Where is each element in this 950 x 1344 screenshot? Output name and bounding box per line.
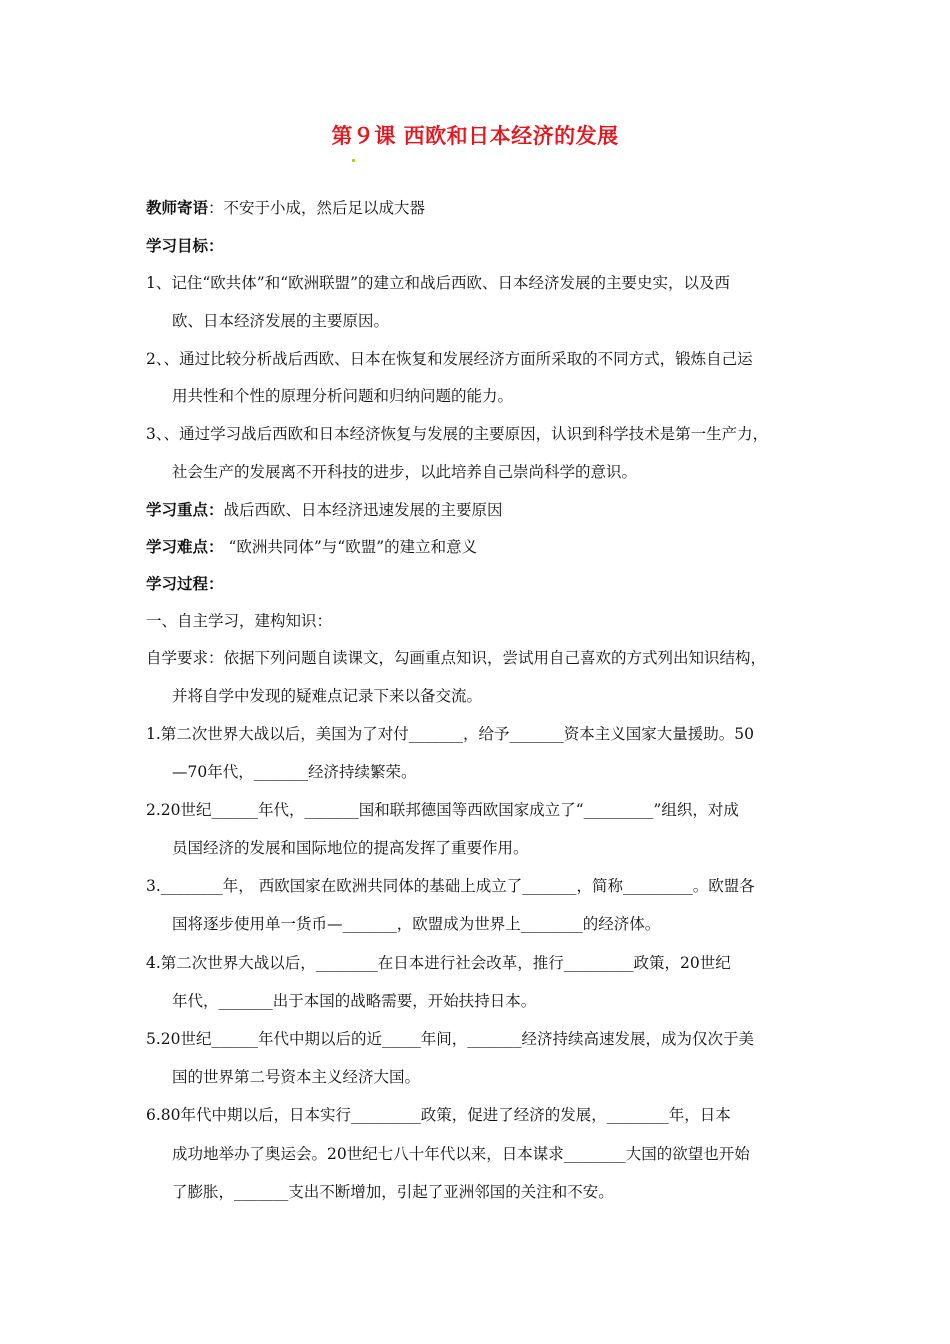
- key-point-label: 学习重点：: [146, 501, 224, 519]
- difficulty-label: 学习难点：: [146, 538, 224, 556]
- question-3-line-2: 国将逐步使用单一货币—_______，欧盟成为世界上________的经济体。: [172, 915, 661, 933]
- requirement-line-1: 自学要求：依据下列问题自读课文，勾画重点知识，尝试用自己喜欢的方式列出知识结构，: [146, 649, 767, 667]
- question-5-line-2: 国的世界第二号资本主义经济大国。: [172, 1068, 421, 1086]
- question-1-line-1: 1.第二次世界大战以后，美国为了对付_______，给予_______资本主义国家大量援助。50: [146, 725, 755, 743]
- goal-2-line-2: 用共性和个性的原理分析问题和归纳问题的能力。: [172, 387, 514, 405]
- question-6-line-2: 成功地举办了奥运会。20世纪七八十年代以来，日本谋求________大国的欲望也开始: [172, 1145, 750, 1163]
- goal-1-line-1: 1、记住“欧共体”和“欧洲联盟”的建立和战后西欧、日本经济发展的主要史实，以及西: [146, 274, 731, 292]
- speck-mark: [352, 159, 355, 162]
- question-6-line-3: 了膨胀，_______支出不断增加，引起了亚洲邻国的关注和不安。: [172, 1183, 614, 1201]
- goal-3-line-2: 社会生产的发展离不开科技的进步，以此培养自己崇尚科学的意识。: [172, 463, 638, 481]
- goal-1-line-2: 欧、日本经济发展的主要原因。: [172, 312, 390, 330]
- question-2-line-1: 2.20世纪______年代，_______国和联邦德国等西欧国家成立了“_________”组织，对成: [146, 801, 739, 819]
- requirement-line-2: 并将自学中发现的疑难点记录下来以备交流。: [172, 687, 483, 705]
- question-1-line-2: —70年代，_______经济持续繁荣。: [172, 763, 417, 781]
- process-heading: 学习过程：: [146, 575, 224, 593]
- question-4-line-2: 年代，_______出于本国的战略需要，开始扶持日本。: [172, 992, 537, 1010]
- difficulty-line: [146, 536, 477, 558]
- question-4-line-1: 4.第二次世界大战以后，________在日本进行社会改革，推行_________政策，20世纪: [146, 954, 731, 972]
- page-title: 第９课 西欧和日本经济的发展: [331, 124, 619, 148]
- difficulty-text: “欧洲共同体”与“欧盟”的建立和意义: [223, 538, 478, 556]
- motto-text: ：不安于小成，然后足以成大器: [208, 199, 426, 217]
- question-5-line-1: 5.20世纪______年代中期以后的近_____年间，_______经济持续高速发展，成为仅次于美: [146, 1030, 755, 1048]
- key-point-text: 战后西欧、日本经济迅速发展的主要原因: [223, 501, 503, 519]
- section-1-heading: 一、自主学习，建构知识：: [146, 612, 333, 630]
- goal-2-line-1: 2、、通过比较分析战后西欧、日本在恢复和发展经济方面所采取的不同方式，锻炼自己运: [146, 350, 753, 368]
- key-point-line: [146, 499, 503, 521]
- question-2-line-2: 员国经济的发展和国际地位的提高发挥了重要作用。: [172, 839, 529, 857]
- motto-line: [146, 197, 425, 219]
- motto-label: 教师寄语: [146, 199, 209, 217]
- goals-heading: 学习目标：: [146, 237, 224, 255]
- question-6-line-1: 6.80年代中期以后，日本实行_________政策，促进了经济的发展，________年，日本: [146, 1106, 731, 1124]
- goal-3-line-1: 3、、通过学习战后西欧和日本经济恢复与发展的主要原因，认识到科学技术是第一生产力，: [146, 425, 769, 443]
- question-3-line-1: 3.________年， 西欧国家在欧洲共同体的基础上成立了_______，简称_________。欧盟各: [146, 877, 755, 895]
